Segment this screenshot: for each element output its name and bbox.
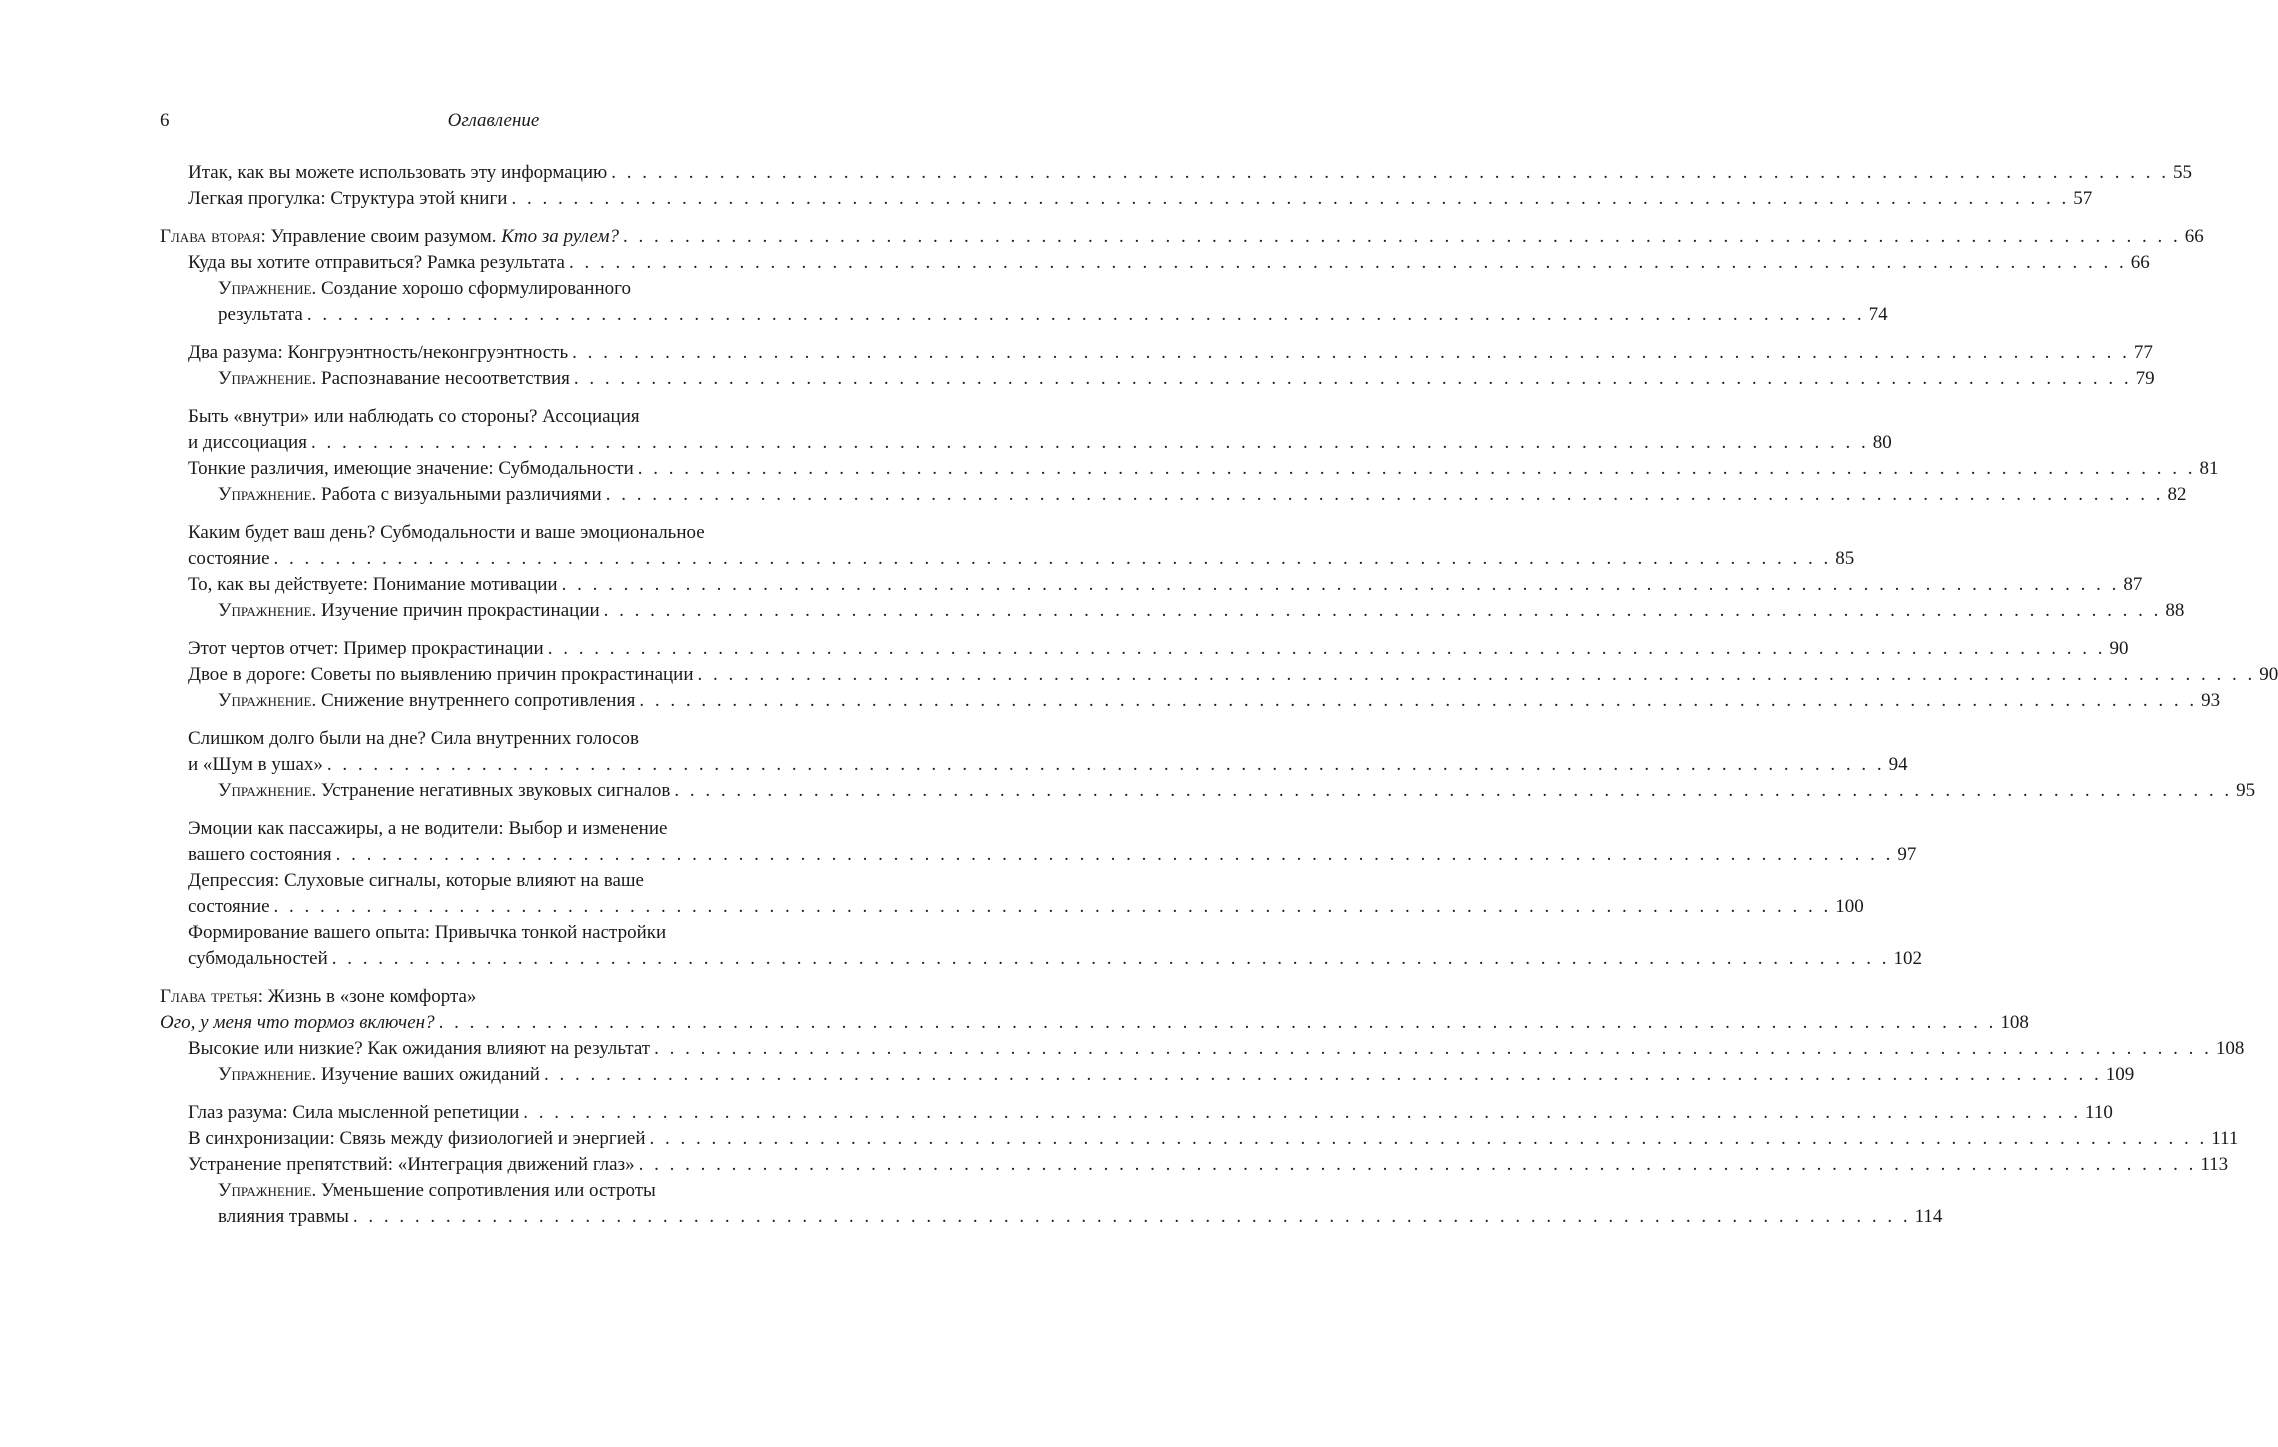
toc-entry-label: Упражнение [218,1180,312,1201]
toc-entry-title-text: То, как вы действуете: Понимание мотивации [188,574,558,595]
toc-entry-line [188,894,1864,920]
toc-entry-title-text: . Снижение внутреннего сопротивления [311,690,636,711]
toc-entry-line [188,636,2129,662]
leader-dots [270,894,1836,920]
toc-entry-title-part: . Уменьшение сопротивления или остроты [311,1180,656,1201]
toc-entry-line [188,842,1917,868]
toc-entry-title [218,302,303,328]
toc-page-number: 102 [1893,948,1923,969]
leader-dots [323,752,1889,778]
leader-dots [635,1152,2201,1178]
toc-entry-first-line [188,816,879,842]
toc-page-number: 87 [2123,574,2143,595]
toc-entry-label: Упражнение [218,780,312,801]
leader-dots [634,456,2200,482]
toc-entry-title-text: состояние [188,896,270,917]
table-of-contents [160,160,2278,1230]
toc-entry-title-part: Формирование вашего опыта: Привычка тонкой настройки [188,922,667,943]
toc-page-number: 82 [2167,484,2187,505]
toc-entry [160,662,2278,688]
toc-entry-line [160,1010,2029,1036]
toc-entry-title [188,250,565,276]
toc-entry-label: Упражнение [218,278,312,299]
toc-entry [160,456,2219,482]
toc-entry-title-text: Куда вы хотите отправиться? Рамка результата [188,252,565,273]
toc-entry-line [218,778,2256,804]
toc-entry-title [188,636,544,662]
toc-entry-label: Глава вторая [160,226,261,247]
toc-page-number: 90 [2109,638,2129,659]
toc-entry [160,598,2185,624]
toc-entry-title-text: В синхронизации: Связь между физиологией и энергией [188,1128,646,1149]
toc-entry-title [218,1062,540,1088]
toc-page-number: 90 [2259,664,2278,685]
toc-page-number: 66 [2130,252,2150,273]
toc-entry-title [188,1152,635,1178]
leader-dots [645,1126,2211,1152]
toc-entry-line [188,572,2143,598]
toc-entry-title [160,1010,435,1036]
toc-entry-label: Упражнение [218,484,312,505]
leader-dots [568,340,2134,366]
toc-entry [160,482,2187,508]
leader-dots [694,662,2260,688]
leader-dots [303,302,1869,328]
leader-dots [544,636,2110,662]
toc-entry-title-text: . Изучение причин прокрастинации [311,600,600,621]
toc-entry-title [188,160,607,186]
toc-entry-title [188,1036,650,1062]
toc-entry-title [218,598,600,624]
toc-entry-first-line [188,726,879,752]
toc-entry-title-text: субмодальностей [188,948,328,969]
toc-entry-line [188,160,2192,186]
toc-entry-title-text: Тонкие различия, имеющие значение: Субмодальности [188,458,634,479]
toc-entry [160,366,2155,392]
toc-entry-line [188,1036,2245,1062]
leader-dots [270,546,1836,572]
toc-entry-title [218,778,670,804]
toc-entry [160,636,2129,662]
toc-entry [160,160,2192,186]
leader-dots [635,688,2201,714]
toc-entry-label: Упражнение [218,690,312,711]
toc-entry [160,250,2150,276]
toc-page-number: 94 [1888,754,1908,775]
toc-page-number: 109 [2105,1064,2135,1085]
toc-entry [160,1126,2239,1152]
toc-page-number: 93 [2201,690,2221,711]
toc-entry-title-text: влияния травмы [218,1206,349,1227]
toc-entry-title-part: : Жизнь в «зоне комфорта» [257,986,477,1007]
toc-entry-title-text: : Управление своим разумом. [260,226,502,247]
toc-entry-title-text: результата [218,304,303,325]
toc-entry [160,920,1923,972]
leader-dots [558,572,2124,598]
leader-dots [519,1100,2085,1126]
toc-entry-title-part: Депрессия: Слуховые сигналы, которые влияют на ваше [188,870,644,891]
toc-entry-title-part: Слишком долго были на дне? Сила внутренних голосов [188,728,640,749]
toc-entry-label: Глава третья [160,986,258,1007]
toc-entry [160,224,2204,250]
toc-entry [160,1062,2135,1088]
toc-entry-line [218,302,1888,328]
toc-entry-first-line [218,1178,879,1204]
toc-entry [160,186,2093,212]
toc-page-number: 111 [2211,1128,2239,1149]
toc-entry-line [218,482,2187,508]
toc-entry-first-line [188,520,879,546]
toc-entry-title-text: . Работа с визуальными различиями [311,484,602,505]
toc-entry-line [218,1204,1943,1230]
toc-entry-line [218,688,2221,714]
toc-entry-line [218,598,2185,624]
toc-entry-title [188,842,332,868]
toc-entry-line [188,546,1855,572]
toc-entry-line [218,1062,2135,1088]
toc-entry-title-part: Эмоции как пассажиры, а не водители: Выбор и изменение [188,818,668,839]
toc-page-number: 97 [1897,844,1917,865]
toc-entry-line [188,430,1892,456]
toc-entry [160,572,2143,598]
leader-dots [349,1204,1915,1230]
leader-dots [435,1010,2001,1036]
leader-dots [670,778,2236,804]
toc-entry-title-text: и «Шум в ушах» [188,754,323,775]
toc-entry-line [188,1126,2239,1152]
toc-entry [160,1178,1943,1230]
toc-entry-title-part: Каким будет ваш день? Субмодальности и ваше эмоциональное [188,522,705,543]
toc-entry-title [188,572,558,598]
toc-entry-title-part: . Создание хорошо сформулированного [311,278,631,299]
toc-entry-title [188,894,270,920]
toc-entry [160,404,1892,456]
toc-page-number: 74 [1868,304,1888,325]
toc-entry-title-text: . Устранение негативных звуковых сигналов [311,780,671,801]
toc-page-number: 114 [1914,1206,1943,1227]
toc-entry-line [188,946,1923,972]
toc-entry-title-text: и диссоциация [188,432,307,453]
leader-dots [307,430,1873,456]
toc-entry-first-line [188,920,879,946]
toc-entry-title-part: Быть «внутри» или наблюдать со стороны? Ассоциация [188,406,640,427]
toc-entry-title [188,340,568,366]
toc-entry-line [188,250,2150,276]
running-head: Оглавление [447,110,540,131]
toc-entry [160,868,1864,920]
toc-entry-title [218,1204,349,1230]
toc-entry-line [188,662,2278,688]
toc-entry-title-text: Легкая прогулка: Структура этой книги [188,188,508,209]
toc-entry-title [188,752,323,778]
toc-entry-title-text: Глаз разума: Сила мысленной репетиции [188,1102,520,1123]
toc-entry [160,984,2029,1036]
toc-entry [160,276,1888,328]
toc-entry [160,1100,2113,1126]
toc-entry [160,520,1855,572]
toc-entry [160,1152,2229,1178]
toc-entry-line [218,366,2155,392]
leader-dots [600,598,2166,624]
toc-entry-label: Упражнение [218,1064,312,1085]
toc-entry-italic-subtitle: Ого, у меня что тормоз включен? [160,1012,435,1033]
toc-entry-title [188,546,270,572]
toc-entry-line [188,456,2219,482]
leader-dots [650,1036,2216,1062]
toc-entry-title-text: Двое в дороге: Советы по выявлению причин прокрастинации [188,664,694,685]
toc-entry-title [218,688,635,714]
toc-entry-title-text: . Изучение ваших ожиданий [311,1064,540,1085]
toc-entry-title-text: Два разума: Конгруэнтность/неконгруэнтность [188,342,569,363]
toc-entry-line [188,1152,2229,1178]
toc-entry-title [188,456,634,482]
leader-dots [332,842,1898,868]
toc-entry-first-line [218,276,879,302]
toc-entry-first-line [160,984,879,1010]
toc-entry [160,778,2256,804]
toc-entry [160,726,1908,778]
leader-dots [565,250,2131,276]
toc-entry-label: Упражнение [218,600,312,621]
toc-page-number: 110 [2085,1102,2113,1123]
leader-dots [507,186,2073,212]
leader-dots [602,482,2168,508]
toc-entry-label: Упражнение [218,368,312,389]
toc-entry-title-text: вашего состояния [188,844,332,865]
toc-page-number: 55 [2172,162,2192,183]
toc-entry-title [188,186,507,212]
toc-entry [160,340,2153,366]
toc-entry-title-text: Устранение препятствий: «Интеграция движений глаз» [188,1154,635,1175]
toc-entry-title-text: Итак, как вы можете использовать эту информацию [188,162,608,183]
toc-entry-line [188,752,1908,778]
toc-entry-title [188,1100,519,1126]
toc-entry-line [188,1100,2113,1126]
toc-entry-title [188,430,307,456]
leader-dots [570,366,2136,392]
toc-entry-line [188,186,2093,212]
toc-entry-first-line [188,868,879,894]
toc-page-number: 77 [2133,342,2153,363]
toc-entry-title [188,946,328,972]
toc-page-number: 81 [2199,458,2219,479]
toc-page-number: 95 [2236,780,2256,801]
toc-entry-title-text: состояние [188,548,270,569]
leader-dots [607,160,2173,186]
toc-entry-line [188,340,2153,366]
toc-page-number: 85 [1835,548,1855,569]
leader-dots [540,1062,2106,1088]
toc-page-number: 66 [2184,226,2204,247]
toc-page-number: 80 [1872,432,1892,453]
toc-entry-title [188,1126,645,1152]
toc-page-number: 108 [2215,1038,2245,1059]
toc-entry [160,816,1917,868]
toc-entry-first-line [188,404,879,430]
toc-page-number: 100 [1835,896,1864,917]
toc-entry-title [218,482,602,508]
toc-entry-title [160,224,619,250]
toc-page-number: 57 [2073,188,2093,209]
toc-entry-title [188,662,694,688]
toc-entry-line [160,224,2204,250]
toc-page-number: 88 [2165,600,2185,621]
leader-dots [328,946,1894,972]
toc-entry-title [218,366,570,392]
toc-page-number: 113 [2200,1154,2229,1175]
toc-entry [160,688,2221,714]
toc-page-number: 108 [2000,1012,2029,1033]
toc-entry-title-text: Высокие или низкие? Как ожидания влияют на результат [188,1038,651,1059]
toc-entry-title-text: Этот чертов отчет: Пример прокрастинации [188,638,544,659]
toc-entry-title-text: . Распознавание несоответствия [311,368,570,389]
toc-entry [160,1036,2245,1062]
toc-entry-italic-subtitle: Кто за рулем? [501,226,620,247]
leader-dots [619,224,2185,250]
toc-page-number: 79 [2135,368,2155,389]
page-number: 6 [160,110,170,131]
